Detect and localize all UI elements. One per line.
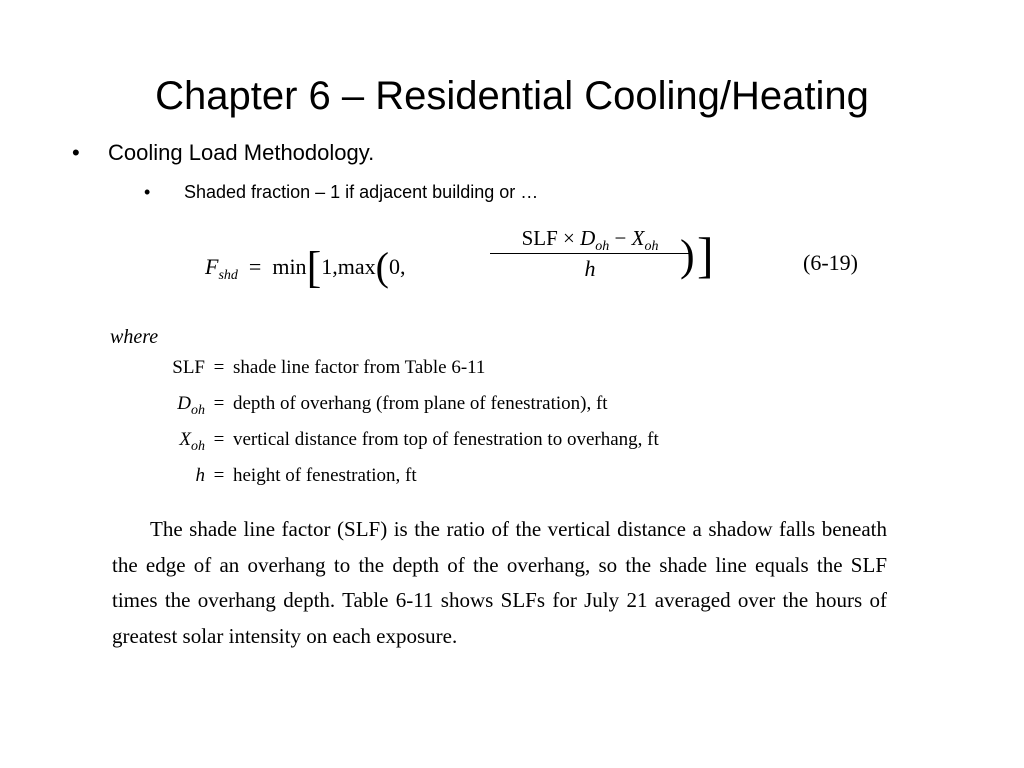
eq-paren-close: ) (680, 231, 695, 280)
def-equals: = (213, 429, 225, 450)
def-symbol: $X_{oh}$ (179, 429, 205, 454)
eq-x-sub: oh (644, 239, 659, 254)
eq-paren-open: ( (375, 244, 389, 289)
bullet-text: Cooling Load Methodology. (108, 140, 375, 165)
eq-bracket-open: [ (306, 243, 322, 292)
def-symbol: SLF (172, 357, 205, 378)
eq-minus: − (614, 226, 627, 250)
eq-x: X (631, 226, 645, 250)
eq-lhs: F (205, 254, 219, 279)
eq-times: × (563, 226, 575, 250)
eq-min: min (272, 254, 307, 279)
def-text: depth of overhang (from plane of fenestration), ft (233, 393, 608, 414)
def-text: height of fenestration, ft (233, 465, 417, 486)
eq-numerator (490, 226, 690, 254)
def-text: shade line factor from Table 6-11 (233, 357, 486, 378)
eq-number: (6-19) (803, 250, 858, 275)
def-equals: = (213, 357, 225, 378)
sub-bullet-item (144, 182, 538, 203)
bullet-glyph: • (72, 140, 80, 165)
eq-one: 1, (321, 254, 338, 279)
def-equals: = (213, 465, 225, 486)
eq-equals: = (248, 254, 262, 279)
eq-zero: 0, (388, 254, 406, 279)
where-heading: where (110, 326, 159, 348)
shading-equation (205, 224, 895, 296)
definition-row (110, 429, 900, 465)
def-equals: = (213, 393, 225, 414)
equation-main (205, 243, 406, 292)
slide-title: Chapter 6 – Residential Cooling/Heating (155, 74, 869, 118)
definition-row (110, 465, 900, 501)
eq-d-sub: oh (595, 239, 610, 254)
sub-bullet-text: Shaded fraction – 1 if adjacent building or … (184, 182, 539, 202)
definition-row (110, 393, 900, 429)
eq-denominator: h (584, 256, 596, 281)
eq-max: max (337, 254, 376, 279)
eq-lhs-sub: shd (218, 268, 238, 283)
definition-row (110, 357, 900, 393)
eq-bracket-close: ] (697, 227, 714, 283)
def-symbol: $D_{oh}$ (177, 393, 205, 418)
definitions-block (110, 326, 900, 501)
bullet-glyph: • (144, 182, 151, 202)
eq-d: D (580, 226, 596, 250)
eq-slf: SLF (521, 226, 558, 250)
explanation-paragraph: The shade line factor (SLF) is the ratio of the vertical distance a shadow falls beneath the edge of an overhang to the depth of the overhang, so the shade line equals the SLF times the overhang depth. Table 6-11 shows SLFs for July 21 averaged over the hours of greatest solar intensity on each exposure. (112, 517, 887, 648)
eq-fraction-bar (490, 253, 690, 254)
eq-fraction (490, 226, 690, 282)
def-symbol: h (195, 465, 205, 486)
bullet-item (72, 140, 374, 166)
def-text: vertical distance from top of fenestration to overhang, ft (233, 429, 659, 450)
